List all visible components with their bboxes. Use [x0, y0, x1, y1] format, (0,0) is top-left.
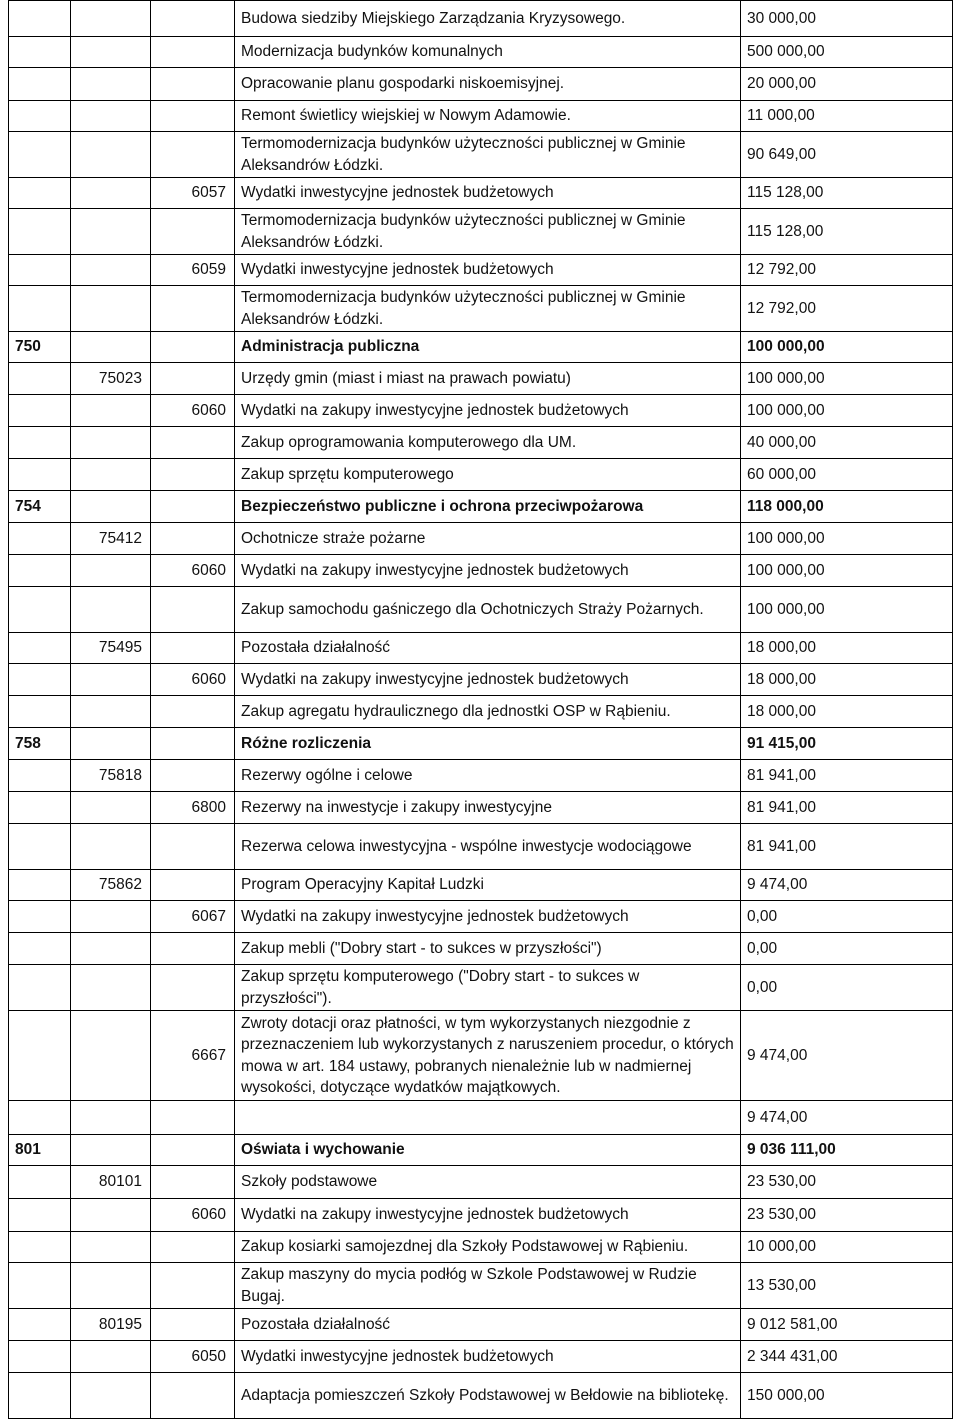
table-row: [9, 824, 953, 870]
rozdzial-cell: [71, 101, 151, 132]
table-row: [9, 332, 953, 363]
table-row: [9, 1135, 953, 1166]
table-row: [9, 1232, 953, 1263]
amount-cell: 115 128,00: [741, 209, 953, 255]
rozdzial-cell: 75818: [71, 760, 151, 792]
budget-table: [8, 0, 953, 1419]
rozdzial-cell: [71, 255, 151, 286]
description-cell: Rezerwy ogólne i celowe: [235, 760, 741, 792]
amount-cell: 90 649,00: [741, 132, 953, 178]
paragraf-cell: 6050: [151, 1341, 235, 1373]
table-row: [9, 792, 953, 824]
description-cell: Zwroty dotacji oraz płatności, w tym wykorzystanych niezgodnie z przeznaczeniem lub wykorzystanych z naruszeniem procedur, o których mowa w art. 184 ustawy, pobranych nienależnie lub w nadmiernej wysokości, dotyczące wydatków majątkowych.: [235, 1011, 741, 1101]
description-cell: Wydatki na zakupy inwestycyjne jednostek budżetowych: [235, 1199, 741, 1232]
amount-cell: 0,00: [741, 965, 953, 1011]
paragraf-cell: [151, 824, 235, 870]
description-cell: Rezerwy na inwestycje i zakupy inwestycyjne: [235, 792, 741, 824]
description-cell: Zakup samochodu gaśniczego dla Ochotniczych Straży Pożarnych.: [235, 587, 741, 633]
description-cell: Różne rozliczenia: [235, 728, 741, 760]
rozdzial-cell: 75495: [71, 633, 151, 664]
amount-cell: 9 012 581,00: [741, 1309, 953, 1341]
description-cell: Adaptacja pomieszczeń Szkoły Podstawowej w Bełdowie na bibliotekę.: [235, 1373, 741, 1419]
rozdzial-cell: [71, 1341, 151, 1373]
table-row: [9, 523, 953, 555]
description-cell: [235, 1101, 741, 1135]
dzial-cell: [9, 395, 71, 427]
dzial-cell: [9, 1199, 71, 1232]
description-cell: Urzędy gmin (miast i miast na prawach powiatu): [235, 363, 741, 395]
amount-cell: 115 128,00: [741, 178, 953, 209]
table-row: [9, 132, 953, 178]
rozdzial-cell: 80101: [71, 1166, 151, 1199]
paragraf-cell: 6800: [151, 792, 235, 824]
dzial-cell: [9, 1309, 71, 1341]
paragraf-cell: 6057: [151, 178, 235, 209]
dzial-cell: [9, 633, 71, 664]
table-row: [9, 1166, 953, 1199]
description-cell: Zakup sprzętu komputerowego ("Dobry start - to sukces w przyszłości").: [235, 965, 741, 1011]
description-cell: Wydatki na zakupy inwestycyjne jednostek budżetowych: [235, 555, 741, 587]
amount-cell: 118 000,00: [741, 491, 953, 523]
dzial-cell: [9, 101, 71, 132]
amount-cell: 9 036 111,00: [741, 1135, 953, 1166]
amount-cell: 0,00: [741, 901, 953, 933]
amount-cell: 11 000,00: [741, 101, 953, 132]
amount-cell: 81 941,00: [741, 792, 953, 824]
description-cell: Administracja publiczna: [235, 332, 741, 363]
table-row: [9, 933, 953, 965]
dzial-cell: [9, 824, 71, 870]
dzial-cell: [9, 68, 71, 101]
paragraf-cell: [151, 696, 235, 728]
paragraf-cell: [151, 427, 235, 459]
description-cell: Wydatki na zakupy inwestycyjne jednostek budżetowych: [235, 664, 741, 696]
paragraf-cell: [151, 1166, 235, 1199]
table-row: [9, 901, 953, 933]
rozdzial-cell: [71, 68, 151, 101]
description-cell: Wydatki inwestycyjne jednostek budżetowych: [235, 255, 741, 286]
table-row: [9, 1263, 953, 1309]
table-row: [9, 459, 953, 491]
amount-cell: 2 344 431,00: [741, 1341, 953, 1373]
rozdzial-cell: [71, 132, 151, 178]
table-row: [9, 1011, 953, 1101]
description-cell: Termomodernizacja budynków użyteczności publicznej w Gminie Aleksandrów Łódzki.: [235, 209, 741, 255]
rozdzial-cell: [71, 1101, 151, 1135]
table-row: [9, 1199, 953, 1232]
description-cell: Zakup maszyny do mycia podłóg w Szkole Podstawowej w Rudzie Bugaj.: [235, 1263, 741, 1309]
table-row: [9, 633, 953, 664]
description-cell: Termomodernizacja budynków użyteczności publicznej w Gminie Aleksandrów Łódzki.: [235, 286, 741, 332]
rozdzial-cell: [71, 933, 151, 965]
rozdzial-cell: [71, 178, 151, 209]
dzial-cell: [9, 1011, 71, 1101]
rozdzial-cell: [71, 901, 151, 933]
rozdzial-cell: [71, 37, 151, 68]
dzial-cell: [9, 37, 71, 68]
description-cell: Pozostała działalność: [235, 1309, 741, 1341]
description-cell: Pozostała działalność: [235, 633, 741, 664]
paragraf-cell: [151, 1, 235, 37]
description-cell: Remont świetlicy wiejskiej w Nowym Adamowie.: [235, 101, 741, 132]
paragraf-cell: [151, 37, 235, 68]
table-row: [9, 555, 953, 587]
table-row: [9, 395, 953, 427]
amount-cell: 12 792,00: [741, 286, 953, 332]
budget-table-body: [9, 1, 953, 1419]
description-cell: Termomodernizacja budynków użyteczności publicznej w Gminie Aleksandrów Łódzki.: [235, 132, 741, 178]
dzial-cell: 754: [9, 491, 71, 523]
paragraf-cell: [151, 132, 235, 178]
dzial-cell: [9, 901, 71, 933]
table-row: [9, 209, 953, 255]
table-row: [9, 1341, 953, 1373]
description-cell: Wydatki na zakupy inwestycyjne jednostek budżetowych: [235, 901, 741, 933]
rozdzial-cell: [71, 1373, 151, 1419]
paragraf-cell: 6060: [151, 395, 235, 427]
dzial-cell: [9, 1232, 71, 1263]
description-cell: Modernizacja budynków komunalnych: [235, 37, 741, 68]
description-cell: Opracowanie planu gospodarki niskoemisyjnej.: [235, 68, 741, 101]
description-cell: Zakup oprogramowania komputerowego dla UM.: [235, 427, 741, 459]
table-row: [9, 965, 953, 1011]
amount-cell: 12 792,00: [741, 255, 953, 286]
amount-cell: 10 000,00: [741, 1232, 953, 1263]
paragraf-cell: 6067: [151, 901, 235, 933]
dzial-cell: [9, 1101, 71, 1135]
paragraf-cell: [151, 363, 235, 395]
dzial-cell: [9, 870, 71, 901]
rozdzial-cell: [71, 1199, 151, 1232]
rozdzial-cell: [71, 728, 151, 760]
amount-cell: 100 000,00: [741, 523, 953, 555]
rozdzial-cell: 75023: [71, 363, 151, 395]
description-cell: Zakup mebli ("Dobry start - to sukces w przyszłości"): [235, 933, 741, 965]
description-cell: Wydatki inwestycyjne jednostek budżetowych: [235, 1341, 741, 1373]
table-row: [9, 37, 953, 68]
rozdzial-cell: [71, 286, 151, 332]
dzial-cell: [9, 209, 71, 255]
table-row: [9, 870, 953, 901]
rozdzial-cell: [71, 395, 151, 427]
paragraf-cell: [151, 587, 235, 633]
paragraf-cell: [151, 933, 235, 965]
paragraf-cell: [151, 491, 235, 523]
dzial-cell: [9, 286, 71, 332]
rozdzial-cell: [71, 491, 151, 523]
dzial-cell: [9, 1263, 71, 1309]
description-cell: Bezpieczeństwo publiczne i ochrona przeciwpożarowa: [235, 491, 741, 523]
description-cell: Zakup agregatu hydraulicznego dla jednostki OSP w Rąbieniu.: [235, 696, 741, 728]
table-row: [9, 1, 953, 37]
amount-cell: 100 000,00: [741, 363, 953, 395]
paragraf-cell: [151, 523, 235, 555]
description-cell: Ochotnicze straże pożarne: [235, 523, 741, 555]
table-row: [9, 1309, 953, 1341]
paragraf-cell: [151, 965, 235, 1011]
rozdzial-cell: [71, 209, 151, 255]
amount-cell: 23 530,00: [741, 1166, 953, 1199]
table-row: [9, 491, 953, 523]
dzial-cell: [9, 555, 71, 587]
dzial-cell: [9, 792, 71, 824]
description-cell: Szkoły podstawowe: [235, 1166, 741, 1199]
amount-cell: 100 000,00: [741, 395, 953, 427]
rozdzial-cell: 75412: [71, 523, 151, 555]
paragraf-cell: [151, 286, 235, 332]
amount-cell: 81 941,00: [741, 760, 953, 792]
dzial-cell: [9, 363, 71, 395]
table-row: [9, 696, 953, 728]
rozdzial-cell: [71, 965, 151, 1011]
rozdzial-cell: [71, 664, 151, 696]
table-row: [9, 255, 953, 286]
dzial-cell: [9, 427, 71, 459]
rozdzial-cell: [71, 587, 151, 633]
paragraf-cell: [151, 1232, 235, 1263]
description-cell: Budowa siedziby Miejskiego Zarządzania Kryzysowego.: [235, 1, 741, 37]
paragraf-cell: 6060: [151, 555, 235, 587]
dzial-cell: [9, 523, 71, 555]
table-row: [9, 664, 953, 696]
dzial-cell: [9, 696, 71, 728]
amount-cell: 91 415,00: [741, 728, 953, 760]
table-row: [9, 760, 953, 792]
dzial-cell: [9, 760, 71, 792]
rozdzial-cell: [71, 1232, 151, 1263]
description-cell: Program Operacyjny Kapitał Ludzki: [235, 870, 741, 901]
paragraf-cell: 6060: [151, 664, 235, 696]
amount-cell: 0,00: [741, 933, 953, 965]
table-row: [9, 101, 953, 132]
dzial-cell: [9, 587, 71, 633]
dzial-cell: [9, 965, 71, 1011]
amount-cell: 9 474,00: [741, 1101, 953, 1135]
amount-cell: 18 000,00: [741, 664, 953, 696]
amount-cell: 60 000,00: [741, 459, 953, 491]
dzial-cell: [9, 178, 71, 209]
paragraf-cell: [151, 870, 235, 901]
dzial-cell: [9, 664, 71, 696]
paragraf-cell: [151, 760, 235, 792]
rozdzial-cell: [71, 792, 151, 824]
table-row: [9, 1373, 953, 1419]
dzial-cell: [9, 255, 71, 286]
description-cell: Zakup sprzętu komputerowego: [235, 459, 741, 491]
rozdzial-cell: [71, 696, 151, 728]
amount-cell: 9 474,00: [741, 870, 953, 901]
paragraf-cell: 6667: [151, 1011, 235, 1101]
dzial-cell: [9, 459, 71, 491]
paragraf-cell: [151, 1101, 235, 1135]
amount-cell: 100 000,00: [741, 587, 953, 633]
amount-cell: 18 000,00: [741, 696, 953, 728]
description-cell: Oświata i wychowanie: [235, 1135, 741, 1166]
table-row: [9, 728, 953, 760]
paragraf-cell: [151, 459, 235, 491]
description-cell: Rezerwa celowa inwestycyjna - wspólne inwestycje wodociągowe: [235, 824, 741, 870]
amount-cell: 20 000,00: [741, 68, 953, 101]
paragraf-cell: [151, 68, 235, 101]
paragraf-cell: [151, 209, 235, 255]
dzial-cell: 801: [9, 1135, 71, 1166]
table-row: [9, 427, 953, 459]
description-cell: Wydatki inwestycyjne jednostek budżetowych: [235, 178, 741, 209]
paragraf-cell: [151, 101, 235, 132]
dzial-cell: [9, 1373, 71, 1419]
rozdzial-cell: [71, 427, 151, 459]
dzial-cell: [9, 1166, 71, 1199]
dzial-cell: 750: [9, 332, 71, 363]
table-row: [9, 286, 953, 332]
paragraf-cell: [151, 1135, 235, 1166]
rozdzial-cell: [71, 824, 151, 870]
dzial-cell: [9, 1, 71, 37]
paragraf-cell: [151, 1263, 235, 1309]
description-cell: Wydatki na zakupy inwestycyjne jednostek budżetowych: [235, 395, 741, 427]
paragraf-cell: 6060: [151, 1199, 235, 1232]
dzial-cell: [9, 933, 71, 965]
amount-cell: 23 530,00: [741, 1199, 953, 1232]
rozdzial-cell: 75862: [71, 870, 151, 901]
amount-cell: 500 000,00: [741, 37, 953, 68]
rozdzial-cell: [71, 1263, 151, 1309]
rozdzial-cell: 80195: [71, 1309, 151, 1341]
table-row: [9, 68, 953, 101]
paragraf-cell: [151, 1309, 235, 1341]
paragraf-cell: [151, 1373, 235, 1419]
amount-cell: 100 000,00: [741, 555, 953, 587]
rozdzial-cell: [71, 1135, 151, 1166]
amount-cell: 9 474,00: [741, 1011, 953, 1101]
paragraf-cell: [151, 728, 235, 760]
dzial-cell: 758: [9, 728, 71, 760]
rozdzial-cell: [71, 459, 151, 491]
description-cell: Zakup kosiarki samojezdnej dla Szkoły Podstawowej w Rąbieniu.: [235, 1232, 741, 1263]
amount-cell: 30 000,00: [741, 1, 953, 37]
rozdzial-cell: [71, 1, 151, 37]
table-row: [9, 1101, 953, 1135]
amount-cell: 100 000,00: [741, 332, 953, 363]
rozdzial-cell: [71, 555, 151, 587]
dzial-cell: [9, 132, 71, 178]
paragraf-cell: 6059: [151, 255, 235, 286]
amount-cell: 18 000,00: [741, 633, 953, 664]
amount-cell: 13 530,00: [741, 1263, 953, 1309]
amount-cell: 150 000,00: [741, 1373, 953, 1419]
amount-cell: 40 000,00: [741, 427, 953, 459]
amount-cell: 81 941,00: [741, 824, 953, 870]
rozdzial-cell: [71, 1011, 151, 1101]
paragraf-cell: [151, 332, 235, 363]
dzial-cell: [9, 1341, 71, 1373]
table-row: [9, 363, 953, 395]
paragraf-cell: [151, 633, 235, 664]
rozdzial-cell: [71, 332, 151, 363]
table-row: [9, 587, 953, 633]
table-row: [9, 178, 953, 209]
